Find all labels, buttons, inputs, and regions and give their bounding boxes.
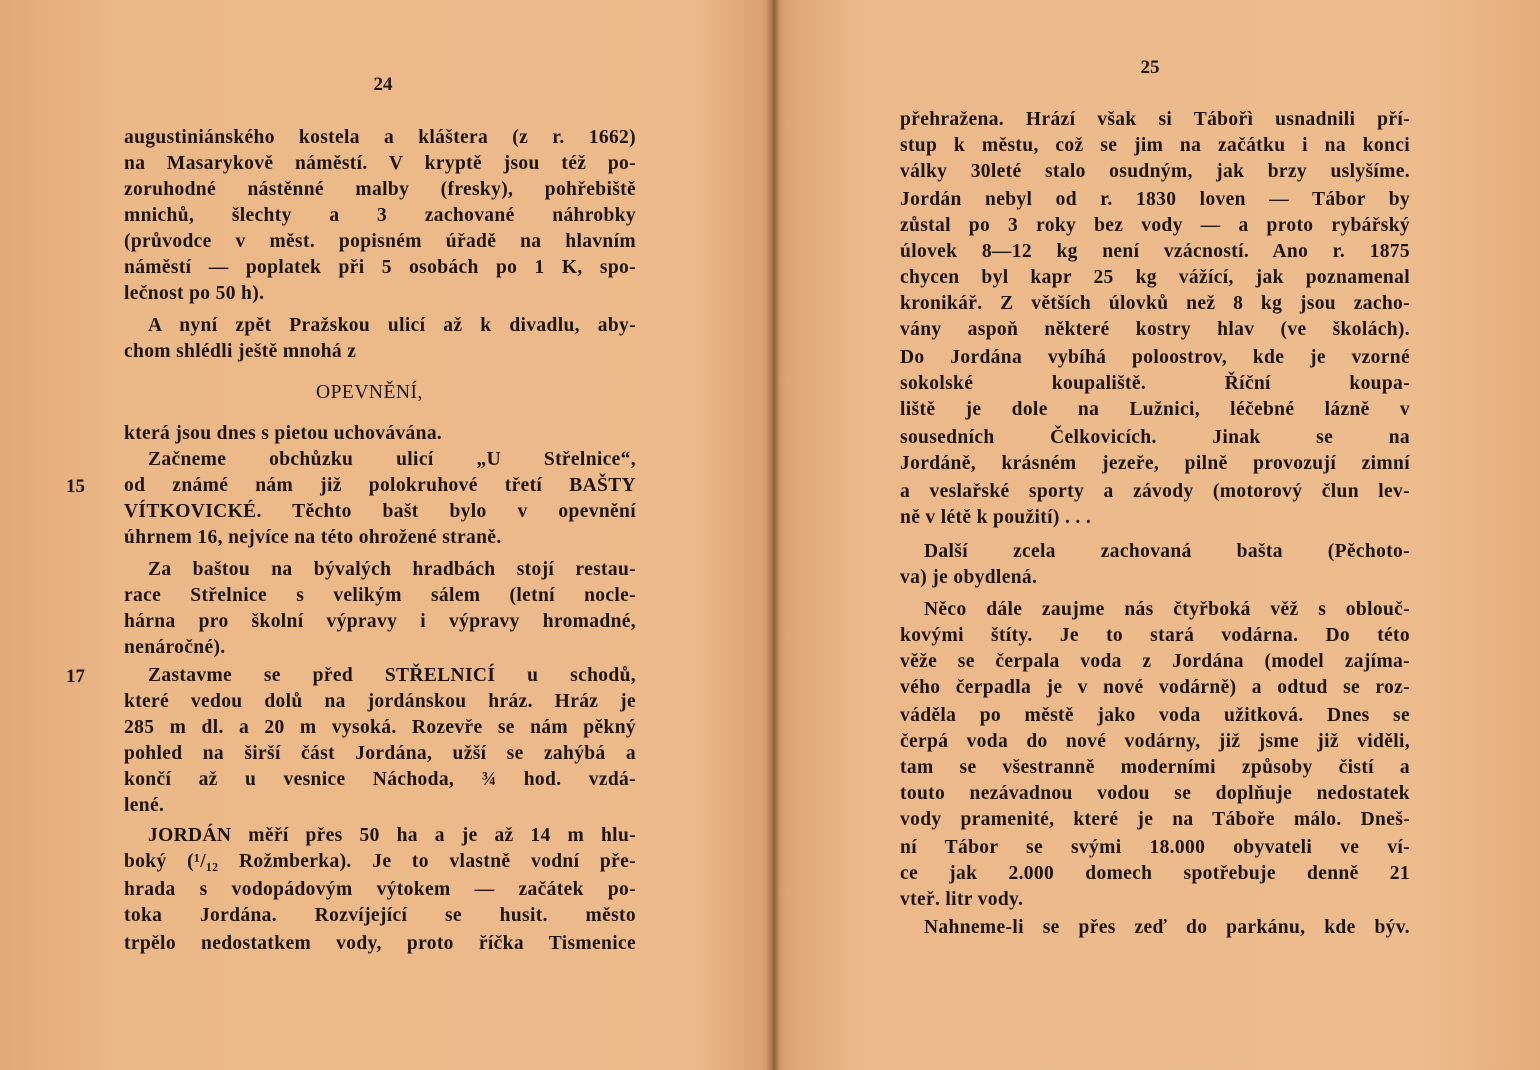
- text-line: úhrnem 16, nejvíce na této ohrožené straně.: [124, 527, 502, 548]
- text-line: čerpá voda do nové vodárny, již jsme již viděli,: [900, 731, 1410, 752]
- text-line: ce jak 2.000 domech spotřebuje denně 21: [900, 863, 1410, 884]
- text-line: vány aspoň některé kostry hlav (ve školách).: [900, 319, 1410, 340]
- text-line: touto nezávadnou vodou se doplňuje nedostatek: [900, 783, 1410, 804]
- text-line: JORDÁN měří přes 50 ha a je až 14 m hlu-: [148, 825, 636, 846]
- text-line: Zastavme se před STŘELNICÍ u schodů,: [148, 665, 636, 686]
- text-line: Začneme obchůzku ulicí „U Střelnice“,: [148, 449, 636, 470]
- text-line: nenáročné).: [124, 637, 226, 658]
- text-line: 285 m dl. a 20 m vysoká. Rozevře se nám pěkný: [124, 717, 636, 738]
- text-line: liště je dole na Lužnici, léčebné lázně v: [900, 399, 1410, 420]
- text-line: váděla po městě jako voda užitková. Dnes se: [900, 705, 1410, 726]
- text-line: trpělo nedostatkem vody, proto říčka Tismenice: [124, 933, 636, 954]
- page-number: 24: [373, 74, 393, 95]
- text-line: toka Jordána. Rozvíjející se husit. město: [124, 905, 636, 926]
- text-line: Do Jordána vybíhá poloostrov, kde je vzorné: [900, 347, 1410, 368]
- text-line: Nahneme-li se přes zeď do parkánu, kde býv.: [924, 917, 1410, 938]
- text-line: stup k městu, což se jim na začátku i na konci: [900, 135, 1410, 156]
- text-line: tam se všestranně moderními způsoby čistí a: [900, 757, 1410, 778]
- text-line: Další zcela zachovaná bašta (Pěchoto-: [924, 541, 1410, 562]
- text-line: lené.: [124, 795, 165, 816]
- text-line: hrada s vodopádovým výtokem — začátek po-: [124, 879, 636, 900]
- text-line: zoruhodné nástěnné malby (fresky), pohřebiště: [124, 179, 636, 200]
- text-line: zůstal po 3 roky bez vody — a proto rybářský: [900, 215, 1410, 236]
- section-heading: OPEVNĚNÍ,: [316, 382, 423, 403]
- text-line: vteř. litr vody.: [900, 889, 1024, 910]
- text-line: ní Tábor se svými 18.000 obyvateli ve ví-: [900, 837, 1410, 858]
- text-line: augustiniánského kostela a kláštera (z r. 1662): [124, 127, 636, 148]
- text-line: od známé nám již polokruhové třetí BAŠTY: [124, 475, 636, 496]
- text-line: va) je obydlená.: [900, 567, 1038, 588]
- text-line: chom shlédli ještě mnohá z: [124, 341, 357, 362]
- right-page: [776, 0, 1540, 1070]
- text-line: boký (¹/₁₂ Rožmberka). Je to vlastně vodní pře-: [124, 851, 636, 872]
- text-line: které vedou dolů na jordánskou hráz. Hráz je: [124, 691, 636, 712]
- text-line: Jordán nebyl od r. 1830 loven — Tábor by: [900, 189, 1410, 210]
- text-line: pohled na širší část Jordána, užší se zahýbá a: [124, 743, 636, 764]
- text-line: sokolské koupaliště. Říční koupa-: [900, 373, 1410, 394]
- text-line: která jsou dnes s pietou uchovávána.: [124, 423, 443, 444]
- text-line: přehražena. Hrází však si Tábořì usnadnili pří-: [900, 109, 1410, 130]
- text-line: a veslařské sporty a závody (motorový člun lev-: [900, 481, 1410, 502]
- margin-number: 17: [66, 666, 85, 687]
- text-line: hárna pro školní výpravy i výpravy hromadné,: [124, 611, 636, 632]
- text-line: Jordáně, krásném jezeře, pilně provozují zimní: [900, 453, 1410, 474]
- text-line: mnichů, šlechty a 3 zachované náhrobky: [124, 205, 636, 226]
- text-line: končí až u vesnice Náchoda, ¾ hod. vzdá-: [124, 769, 636, 790]
- text-line: Za baštou na bývalých hradbách stojí restau-: [148, 559, 636, 580]
- margin-number: 15: [66, 476, 85, 497]
- page-number: 25: [1140, 57, 1160, 78]
- text-line: Něco dále zaujme nás čtyřboká věž s oblouč-: [924, 599, 1410, 620]
- text-line: úlovek 8—12 kg není vzácností. Ano r. 1875: [900, 241, 1410, 262]
- text-line: VÍTKOVICKÉ. Těchto bašt bylo v opevnění: [124, 501, 636, 522]
- text-line: vody pramenité, které je na Táboře málo. Dneš-: [900, 809, 1410, 830]
- text-line: lečnost po 50 h).: [124, 283, 265, 304]
- text-line: A nyní zpět Pražskou ulicí až k divadlu, aby-: [148, 315, 636, 336]
- text-line: kovými štíty. Je to stará vodárna. Do této: [900, 625, 1410, 646]
- text-line: na Masarykově náměstí. V kryptě jsou též po-: [124, 153, 636, 174]
- text-line: chycen byl kapr 25 kg vážící, jak poznamenal: [900, 267, 1410, 288]
- text-line: války 30leté stalo osudným, jak brzy uslyšíme.: [900, 161, 1410, 182]
- text-line: race Střelnice s velikým sálem (letní nocle-: [124, 585, 636, 606]
- text-line: sousedních Čelkovicích. Jinak se na: [900, 427, 1410, 448]
- text-line: ně v létě k použití) . . .: [900, 507, 1092, 528]
- text-line: věže se čerpala voda z Jordána (model zajíma-: [900, 651, 1410, 672]
- text-line: náměstí — poplatek při 5 osobách po 1 K, spo-: [124, 257, 636, 278]
- text-line: vého čerpadla je v nové vodárně) a odtud se roz-: [900, 677, 1410, 698]
- text-line: (průvodce v měst. popisném úřadě na hlavním: [124, 231, 636, 252]
- text-line: kronikář. Z větších úlovků než 8 kg jsou zacho-: [900, 293, 1410, 314]
